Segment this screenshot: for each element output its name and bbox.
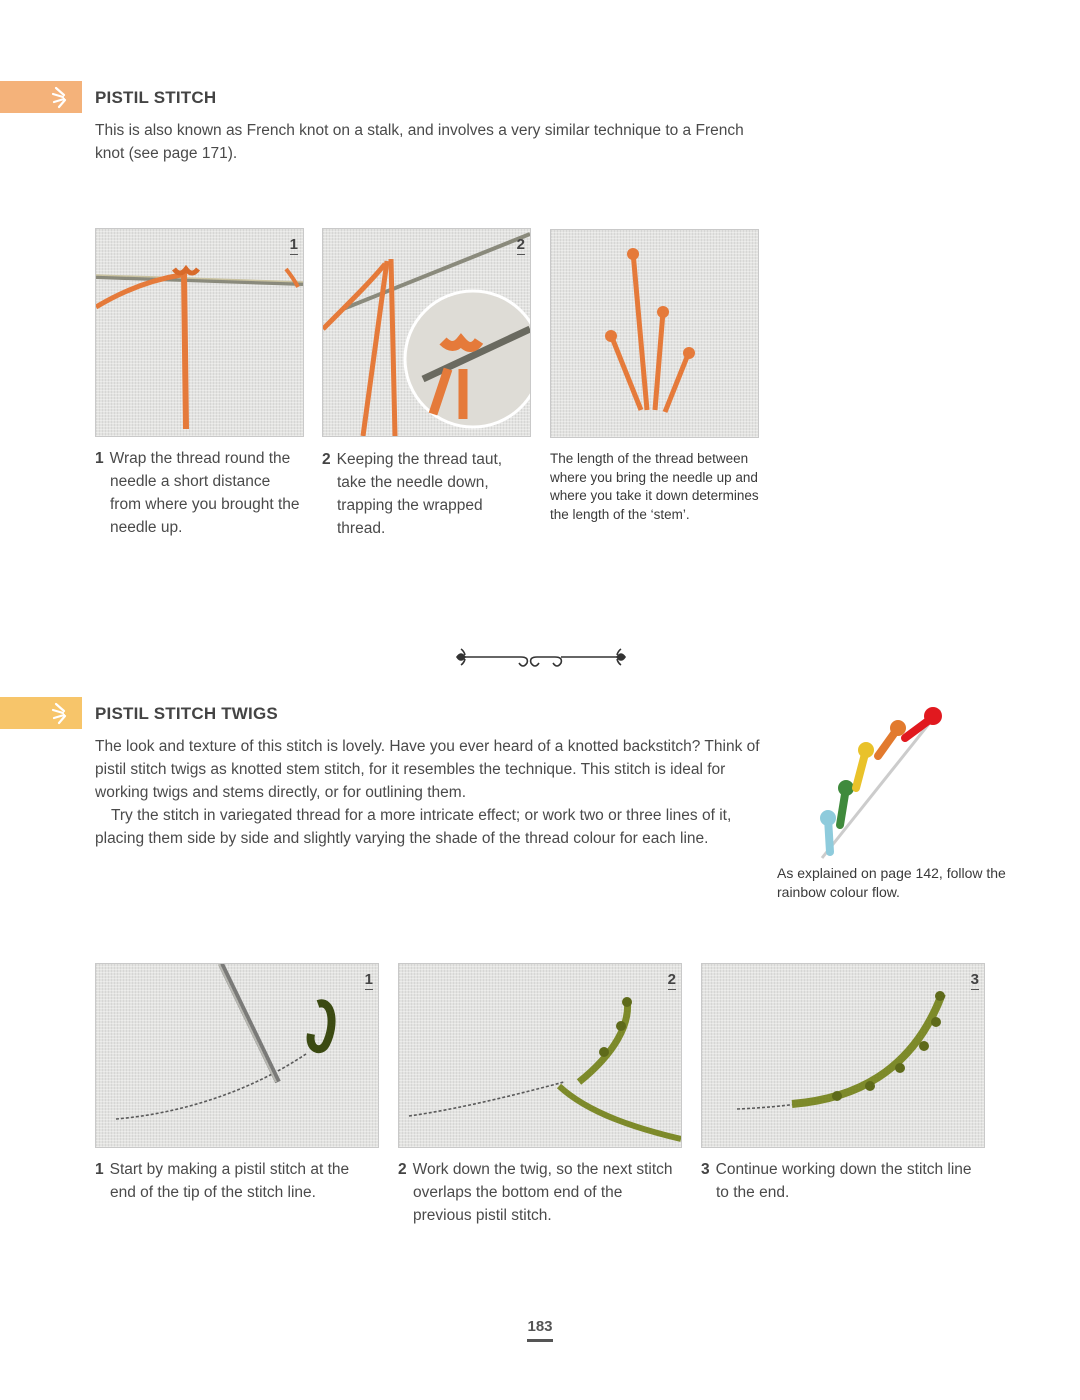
step-text: Keeping the thread taut, take the needle down, trapping the wrapped thread. (336, 451, 503, 537)
section-heading: PISTIL STITCH (95, 88, 217, 107)
step-badge: 1 (364, 971, 373, 988)
rainbow-colour-flow-illustration (800, 700, 960, 865)
step-badge: 2 (516, 236, 525, 253)
step-text: Work down the twig, so the next stitch overlaps the bottom end of the previous pistil stitch. (412, 1161, 673, 1224)
page-number-underline (527, 1339, 553, 1342)
twig-step-photo-2 (398, 963, 682, 1148)
section-body (95, 735, 760, 850)
step-number: 1 (95, 1161, 104, 1178)
step-number: 2 (322, 451, 331, 468)
needle-flourish-icon (50, 85, 76, 109)
ornament-divider-icon (455, 643, 627, 671)
step-caption-2 (322, 448, 532, 540)
paragraph: Try the stitch in variegated thread for a more intricate effect; or work two or three lines of it, placing them side by side and slightly varying the shade of the thread colour for each line. (95, 807, 732, 847)
step-caption-1 (95, 447, 305, 539)
page-number (0, 1318, 1080, 1342)
step-badge: 3 (970, 971, 979, 988)
page-number-text: 183 (527, 1318, 553, 1335)
section-tab-pistil-stitch-twigs (0, 697, 82, 729)
rainbow-note: As explained on page 142, follow the rainbow colour flow. (777, 865, 1006, 900)
step-badge: 1 (289, 236, 298, 253)
section-heading: PISTIL STITCH TWIGS (95, 704, 278, 723)
twig-step-photo-3 (701, 963, 985, 1148)
step-photo-1 (95, 228, 304, 437)
section-tab-pistil-stitch (0, 81, 82, 113)
result-note: The length of the thread between where you bring the needle up and where you take it down determines the length of the ‘stem’. (550, 451, 759, 522)
result-photo (550, 229, 759, 438)
step-badge: 2 (667, 971, 676, 988)
section-intro: This is also known as French knot on a stalk, and involves a very similar technique to a French knot (see page 171). (95, 122, 744, 162)
twig-step-caption-3 (701, 1158, 983, 1204)
step-photo-2 (322, 228, 531, 437)
step-number: 2 (398, 1161, 407, 1178)
paragraph: The look and texture of this stitch is lovely. Have you ever heard of a knotted backstitch? Think of pistil stitch twigs as knotted stem stitch, for it resembles the technique. This stitch is ideal for working twigs and stems directly, or for outlining them. (95, 738, 760, 801)
twig-step-caption-1 (95, 1158, 377, 1204)
step-number: 1 (95, 450, 104, 467)
twig-step-caption-2 (398, 1158, 680, 1227)
step-text: Continue working down the stitch line to the end. (715, 1161, 972, 1201)
needle-flourish-icon (50, 701, 76, 725)
step-text: Start by making a pistil stitch at the end of the tip of the stitch line. (109, 1161, 350, 1201)
step-number: 3 (701, 1161, 710, 1178)
twig-step-photo-1 (95, 963, 379, 1148)
step-text: Wrap the thread round the needle a short distance from where you brought the needle up. (109, 450, 300, 536)
